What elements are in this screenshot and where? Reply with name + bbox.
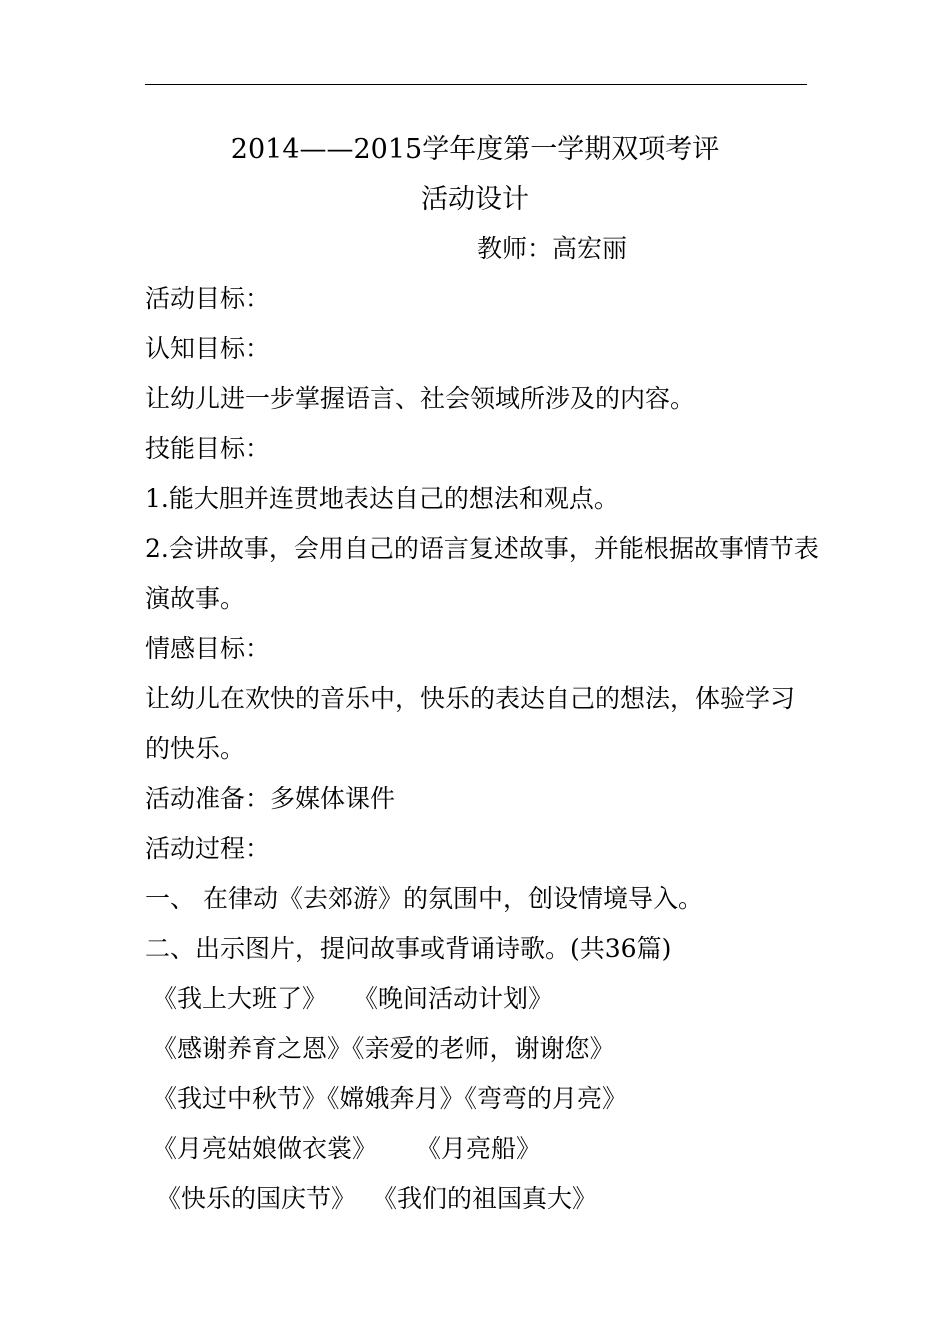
- document-subtitle: 活动设计: [421, 184, 529, 215]
- story-title: 《晚间活动计划》: [353, 984, 554, 1013]
- emotion-text-cont: 的快乐。: [145, 734, 246, 763]
- story-title-row: 《感谢养育之恩》《亲爱的老师，谢谢您》: [152, 1034, 615, 1063]
- emotion-text: 让幼儿在欢快的音乐中，快乐的表达自己的想法，体验学习: [145, 684, 796, 713]
- story-title: 《快乐的国庆节》: [156, 1184, 357, 1213]
- skill-item-2-cont: 演故事。: [145, 584, 246, 613]
- teacher-name: 教师：高宏丽: [477, 234, 628, 263]
- skill-item-1: 1.能大胆并连贯地表达自己的想法和观点。: [145, 484, 619, 513]
- process-step-2: 二、出示图片，提问故事或背诵诗歌。(共36篇): [145, 934, 672, 963]
- emotion-heading: 情感目标：: [145, 634, 271, 663]
- story-title-row: 《我过中秋节》《嫦娥奔月》《弯弯的月亮》: [152, 1084, 628, 1113]
- preparation: 活动准备：多媒体课件: [145, 784, 396, 813]
- process-step-1: 一、 在律动《去郊游》的氛围中，创设情境导入。: [145, 884, 703, 913]
- skill-item-2: 2.会讲故事，会用自己的语言复述故事，并能根据故事情节表: [145, 534, 819, 563]
- header-rule: [145, 84, 807, 85]
- cognitive-heading: 认知目标：: [145, 334, 271, 363]
- cognitive-text: 让幼儿进一步掌握语言、社会领域所涉及的内容。: [145, 384, 696, 413]
- document-title: 2014——2015学年度第一学期双项考评: [230, 134, 720, 165]
- process-heading: 活动过程：: [145, 834, 271, 863]
- goals-heading: 活动目标：: [145, 284, 271, 313]
- skill-heading: 技能目标：: [145, 434, 271, 463]
- story-title: 《月亮姑娘做衣裳》: [152, 1134, 378, 1163]
- story-title: 《月亮船》: [416, 1134, 542, 1163]
- story-title: 《我上大班了》: [152, 984, 328, 1013]
- story-title: 《我们的祖国真大》: [372, 1184, 598, 1213]
